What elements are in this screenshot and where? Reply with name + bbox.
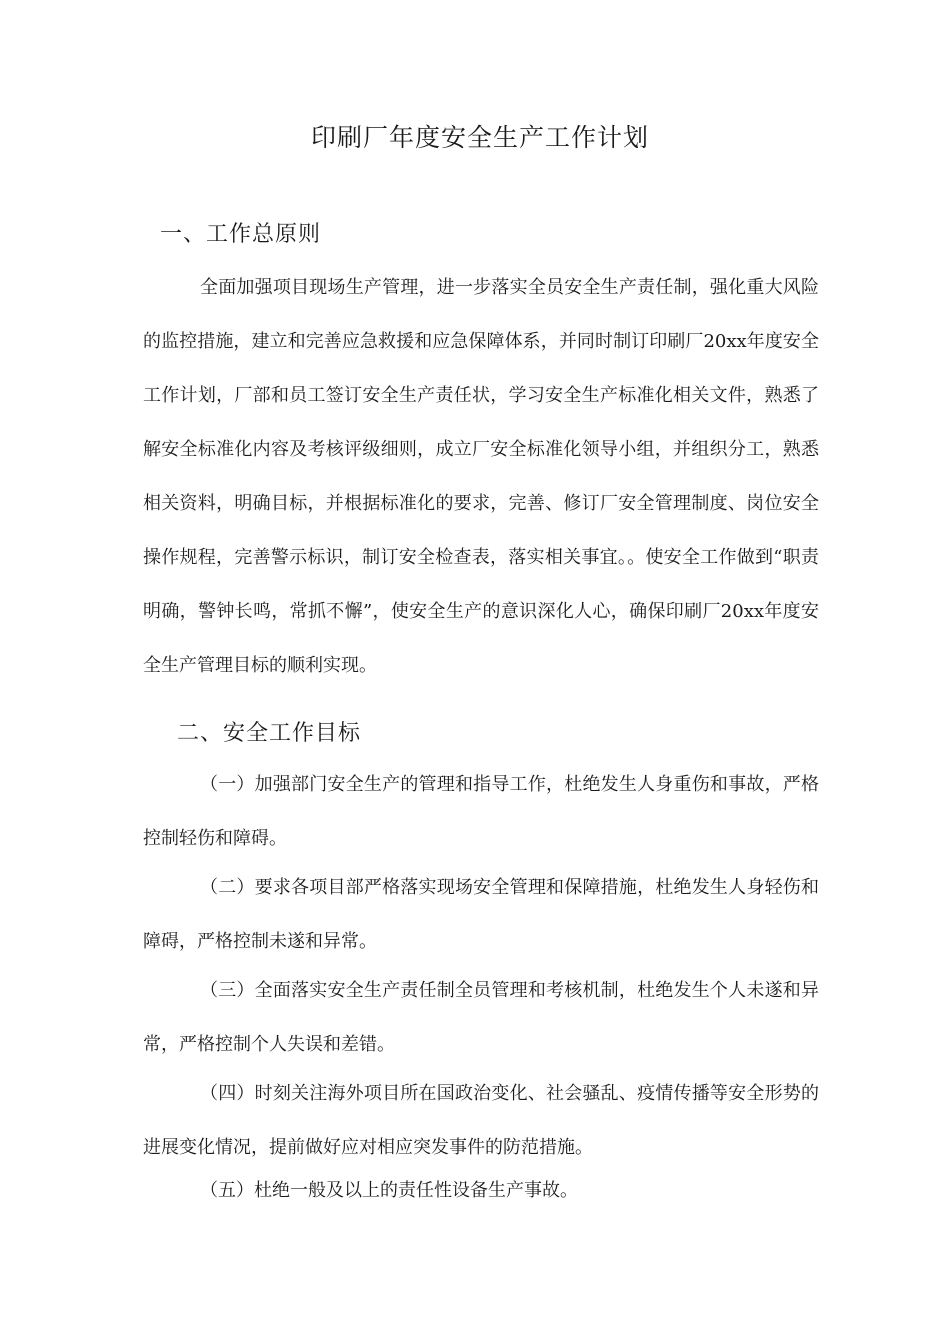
goal-item-2: （二）要求各项目部严格落实现场安全管理和保障措施，杜绝发生人身轻伤和障碍，严格控制未遂和异常。 <box>143 877 819 952</box>
goal-item-4: （四）时刻关注海外项目所在国政治变化、社会骚乱、疫情传播等安全形势的进展变化情况，提前做好应对相应突发事件的防范措施。 <box>143 1083 819 1158</box>
document-title: 印刷厂年度安全生产工作计划 <box>310 123 649 152</box>
goal-item-5: （五）杜绝一般及以上的责任性设备生产事故。 <box>200 1180 578 1201</box>
section-heading-principles: 一、工作总原则 <box>160 222 322 247</box>
goal-item-3: （三）全面落实安全生产责任制全员管理和考核机制，杜绝发生个人未遂和异常，严格控制个人失误和差错。 <box>143 980 819 1055</box>
paragraph-principles: 全面加强项目现场生产管理，进一步落实全员安全生产责任制，强化重大风险的监控措施，建立和完善应急救援和应急保障体系，并同时制订印刷厂20xx年度安全工作计划，厂部和员工签订安全生产责任状，学习安全生产标准化相关文件，熟悉了解安全标准化内容及考核评级细则，成立厂安全标准化领导小组，并组织分工，熟悉相关资料，明确目标，并根据标准化的要求，完善、修订厂安全管理制度、岗位安全操作规程，完善警示标识，制订安全检查表，落实相关事宜。。使安全工作做到“职责明确，警钟长鸣，常抓不懈”，使安全生产的意识深化人心，确保印刷厂20xx年度安全生产管理目标的顺利实现。 <box>143 277 819 676</box>
goal-item-1: （一）加强部门安全生产的管理和指导工作，杜绝发生人身重伤和事故，严格控制轻伤和障碍。 <box>143 774 819 849</box>
section-heading-goals: 二、安全工作目标 <box>177 721 362 746</box>
